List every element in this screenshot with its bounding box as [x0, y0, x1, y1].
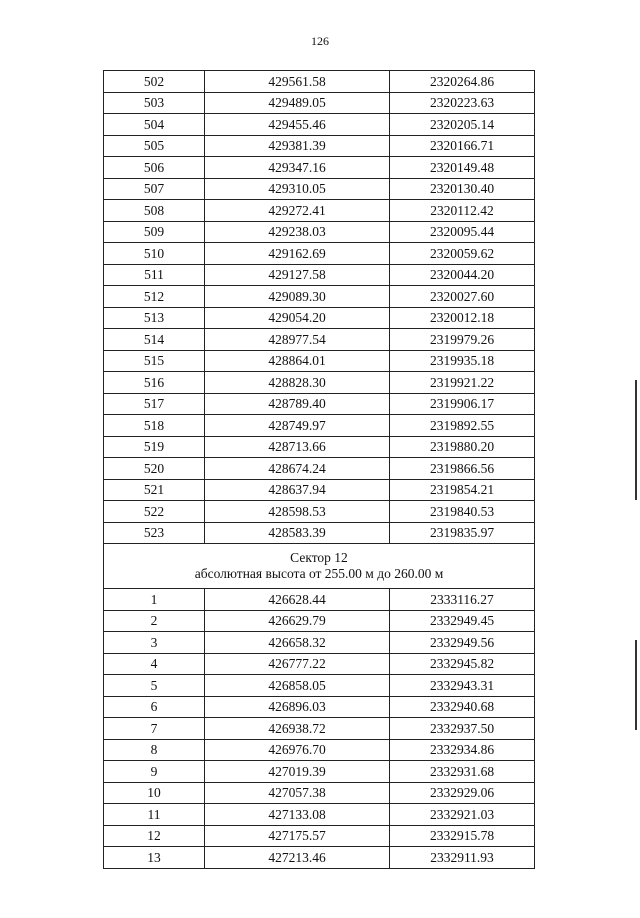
table-row — [104, 329, 535, 351]
coordinates-table — [103, 70, 535, 869]
y-coordinate-cell: 2332945.82 — [390, 653, 535, 675]
x-coordinate-cell: 429489.05 — [205, 92, 390, 114]
table-row — [104, 761, 535, 783]
table-row — [104, 632, 535, 654]
y-coordinate-cell: 2319835.97 — [390, 522, 535, 544]
table-row — [104, 178, 535, 200]
x-coordinate-cell: 428828.30 — [205, 372, 390, 394]
table-row — [104, 501, 535, 523]
x-coordinate-cell: 428713.66 — [205, 436, 390, 458]
y-coordinate-cell: 2319840.53 — [390, 501, 535, 523]
point-number-cell: 522 — [104, 501, 205, 523]
point-number-cell: 3 — [104, 632, 205, 654]
table-row — [104, 739, 535, 761]
table-row — [104, 479, 535, 501]
scan-edge-mark — [635, 380, 637, 500]
point-number-cell: 508 — [104, 200, 205, 222]
y-coordinate-cell: 2332931.68 — [390, 761, 535, 783]
y-coordinate-cell: 2319906.17 — [390, 393, 535, 415]
y-coordinate-cell: 2320166.71 — [390, 135, 535, 157]
table-row — [104, 135, 535, 157]
x-coordinate-cell: 429238.03 — [205, 221, 390, 243]
table-row — [104, 415, 535, 437]
x-coordinate-cell: 428749.97 — [205, 415, 390, 437]
point-number-cell: 512 — [104, 286, 205, 308]
y-coordinate-cell: 2332940.68 — [390, 696, 535, 718]
point-number-cell: 11 — [104, 804, 205, 826]
table-row — [104, 589, 535, 611]
point-number-cell: 506 — [104, 157, 205, 179]
table-row — [104, 458, 535, 480]
y-coordinate-cell: 2319892.55 — [390, 415, 535, 437]
x-coordinate-cell: 427213.46 — [205, 847, 390, 869]
x-coordinate-cell: 429310.05 — [205, 178, 390, 200]
point-number-cell: 13 — [104, 847, 205, 869]
table-body-before — [104, 71, 535, 544]
point-number-cell: 1 — [104, 589, 205, 611]
point-number-cell: 502 — [104, 71, 205, 93]
x-coordinate-cell: 429162.69 — [205, 243, 390, 265]
x-coordinate-cell: 429272.41 — [205, 200, 390, 222]
point-number-cell: 504 — [104, 114, 205, 136]
y-coordinate-cell: 2319880.20 — [390, 436, 535, 458]
page-number: 126 — [311, 34, 329, 48]
sector-header-cell — [104, 544, 535, 589]
table-row — [104, 307, 535, 329]
x-coordinate-cell: 428637.94 — [205, 479, 390, 501]
table-row — [104, 350, 535, 372]
x-coordinate-cell: 429089.30 — [205, 286, 390, 308]
table-row — [104, 221, 535, 243]
point-number-cell: 520 — [104, 458, 205, 480]
y-coordinate-cell: 2320149.48 — [390, 157, 535, 179]
y-coordinate-cell: 2332937.50 — [390, 718, 535, 740]
x-coordinate-cell: 429381.39 — [205, 135, 390, 157]
y-coordinate-cell: 2320130.40 — [390, 178, 535, 200]
x-coordinate-cell: 429127.58 — [205, 264, 390, 286]
table-row — [104, 653, 535, 675]
point-number-cell: 503 — [104, 92, 205, 114]
table-row — [104, 114, 535, 136]
table-row — [104, 286, 535, 308]
x-coordinate-cell: 426896.03 — [205, 696, 390, 718]
x-coordinate-cell: 426858.05 — [205, 675, 390, 697]
sector-subtitle: абсолютная высота от 255.00 м до 260.00 м — [194, 566, 444, 581]
x-coordinate-cell: 426628.44 — [205, 589, 390, 611]
sector-title: Сектор 12 — [290, 550, 348, 565]
table-body-after — [104, 589, 535, 869]
x-coordinate-cell: 427019.39 — [205, 761, 390, 783]
y-coordinate-cell: 2333116.27 — [390, 589, 535, 611]
table-row — [104, 436, 535, 458]
y-coordinate-cell: 2320059.62 — [390, 243, 535, 265]
y-coordinate-cell: 2320027.60 — [390, 286, 535, 308]
point-number-cell: 12 — [104, 825, 205, 847]
point-number-cell: 521 — [104, 479, 205, 501]
point-number-cell: 507 — [104, 178, 205, 200]
table-row — [104, 522, 535, 544]
x-coordinate-cell: 429347.16 — [205, 157, 390, 179]
y-coordinate-cell: 2332921.03 — [390, 804, 535, 826]
y-coordinate-cell: 2332915.78 — [390, 825, 535, 847]
point-number-cell: 5 — [104, 675, 205, 697]
y-coordinate-cell: 2332949.45 — [390, 610, 535, 632]
point-number-cell: 518 — [104, 415, 205, 437]
x-coordinate-cell: 426629.79 — [205, 610, 390, 632]
y-coordinate-cell: 2332911.93 — [390, 847, 535, 869]
y-coordinate-cell: 2319979.26 — [390, 329, 535, 351]
x-coordinate-cell: 428789.40 — [205, 393, 390, 415]
x-coordinate-cell: 429561.58 — [205, 71, 390, 93]
y-coordinate-cell: 2320205.14 — [390, 114, 535, 136]
y-coordinate-cell: 2332943.31 — [390, 675, 535, 697]
table-row — [104, 825, 535, 847]
point-number-cell: 509 — [104, 221, 205, 243]
x-coordinate-cell: 429054.20 — [205, 307, 390, 329]
table-row — [104, 718, 535, 740]
point-number-cell: 510 — [104, 243, 205, 265]
y-coordinate-cell: 2332949.56 — [390, 632, 535, 654]
y-coordinate-cell: 2319921.22 — [390, 372, 535, 394]
table-row — [104, 782, 535, 804]
point-number-cell: 511 — [104, 264, 205, 286]
x-coordinate-cell: 428583.39 — [205, 522, 390, 544]
x-coordinate-cell: 428674.24 — [205, 458, 390, 480]
point-number-cell: 6 — [104, 696, 205, 718]
x-coordinate-cell: 426658.32 — [205, 632, 390, 654]
x-coordinate-cell: 426976.70 — [205, 739, 390, 761]
point-number-cell: 514 — [104, 329, 205, 351]
x-coordinate-cell: 426777.22 — [205, 653, 390, 675]
table-row — [104, 847, 535, 869]
point-number-cell: 8 — [104, 739, 205, 761]
y-coordinate-cell: 2320044.20 — [390, 264, 535, 286]
table-row — [104, 92, 535, 114]
y-coordinate-cell: 2320264.86 — [390, 71, 535, 93]
table-row — [104, 675, 535, 697]
y-coordinate-cell: 2320112.42 — [390, 200, 535, 222]
point-number-cell: 9 — [104, 761, 205, 783]
x-coordinate-cell: 428864.01 — [205, 350, 390, 372]
point-number-cell: 505 — [104, 135, 205, 157]
point-number-cell: 523 — [104, 522, 205, 544]
table-row — [104, 71, 535, 93]
table-row — [104, 610, 535, 632]
y-coordinate-cell: 2332929.06 — [390, 782, 535, 804]
sector-header-body — [104, 544, 535, 589]
table-row — [104, 157, 535, 179]
table-row — [104, 243, 535, 265]
y-coordinate-cell: 2319854.21 — [390, 479, 535, 501]
x-coordinate-cell: 426938.72 — [205, 718, 390, 740]
point-number-cell: 10 — [104, 782, 205, 804]
point-number-cell: 7 — [104, 718, 205, 740]
table-row — [104, 264, 535, 286]
x-coordinate-cell: 427175.57 — [205, 825, 390, 847]
y-coordinate-cell: 2320223.63 — [390, 92, 535, 114]
x-coordinate-cell: 428598.53 — [205, 501, 390, 523]
y-coordinate-cell: 2320095.44 — [390, 221, 535, 243]
scan-edge-mark — [635, 640, 637, 730]
x-coordinate-cell: 428977.54 — [205, 329, 390, 351]
point-number-cell: 4 — [104, 653, 205, 675]
point-number-cell: 517 — [104, 393, 205, 415]
table-row — [104, 393, 535, 415]
y-coordinate-cell: 2319935.18 — [390, 350, 535, 372]
point-number-cell: 2 — [104, 610, 205, 632]
point-number-cell: 516 — [104, 372, 205, 394]
x-coordinate-cell: 427133.08 — [205, 804, 390, 826]
table-row — [104, 200, 535, 222]
point-number-cell: 513 — [104, 307, 205, 329]
sector-header-row — [104, 544, 535, 589]
table-row — [104, 696, 535, 718]
table-row — [104, 372, 535, 394]
y-coordinate-cell: 2319866.56 — [390, 458, 535, 480]
point-number-cell: 515 — [104, 350, 205, 372]
x-coordinate-cell: 429455.46 — [205, 114, 390, 136]
x-coordinate-cell: 427057.38 — [205, 782, 390, 804]
table-row — [104, 804, 535, 826]
y-coordinate-cell: 2320012.18 — [390, 307, 535, 329]
y-coordinate-cell: 2332934.86 — [390, 739, 535, 761]
point-number-cell: 519 — [104, 436, 205, 458]
